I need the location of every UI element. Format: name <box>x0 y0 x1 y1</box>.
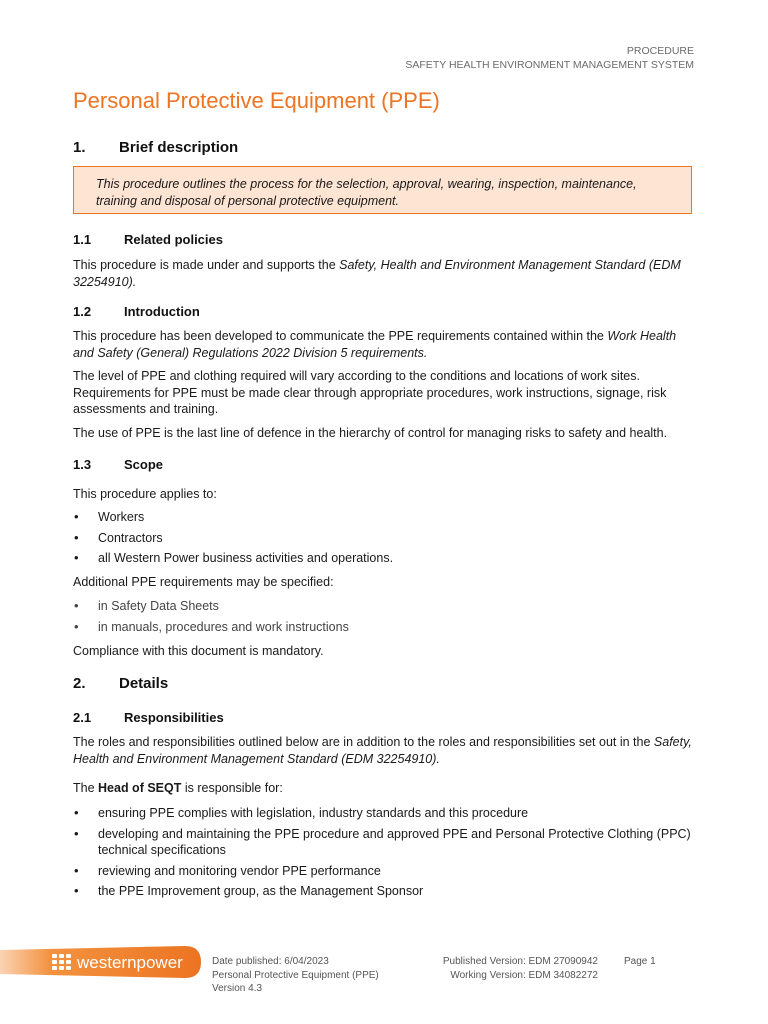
text: is responsible for: <box>181 781 283 795</box>
section-label: Brief description <box>119 139 239 156</box>
brand-name: westernpower <box>77 953 183 972</box>
document-name: Personal Protective Equipment (PPE) <box>212 969 379 981</box>
standard-reference: Safety, Health and Environment Management Standard (EDM 32254910). <box>73 735 692 766</box>
list-item: • all Western Power business activities and operations. <box>73 550 698 567</box>
role-name: Head of SEQT <box>98 781 182 795</box>
list-item: • developing and maintaining the PPE procedure and approved PPE and Personal Protective Clothing (PPC) technical specifications <box>73 826 698 859</box>
list-item: • Workers <box>73 509 698 526</box>
list-item: • in manuals, procedures and work instructions <box>73 619 698 636</box>
working-version: Working Version: EDM 34082272 <box>450 969 598 981</box>
section-label: Related policies <box>124 232 223 247</box>
intro-paragraph-2: The level of PPE and clothing required will vary according to the conditions and locations of work sites. Requirements for PPE must be made clear through appropriate procedures, work instructions, signage, risk assessments and training. <box>73 369 667 416</box>
list-item: • the PPE Improvement group, as the Management Sponsor <box>73 883 698 900</box>
intro-paragraph-1 <box>73 328 698 361</box>
section-2-1-heading <box>73 710 224 725</box>
section-1-1-heading <box>73 232 223 247</box>
section-number: 1.3 <box>73 457 92 472</box>
head-of-seqt-text <box>73 780 698 797</box>
page-title: Personal Protective Equipment (PPE) <box>73 88 440 113</box>
doc-type: PROCEDURE <box>626 45 694 57</box>
description-callout: This procedure outlines the process for the selection, approval, wearing, inspection, maintenance, training and disposal of personal protective equipment. <box>73 166 692 214</box>
section-label: Responsibilities <box>124 710 224 725</box>
additional-ppe-list <box>73 598 698 639</box>
section-number: 2. <box>73 675 86 692</box>
additional-ppe-text: Additional PPE requirements may be specified: <box>73 575 334 589</box>
document-header <box>405 44 694 72</box>
regulation-reference: Work Health and Safety (General) Regulations 2022 Division 5 requirements. <box>73 329 677 360</box>
published-version: Published Version: EDM 27090942 <box>442 956 598 967</box>
text: This procedure has been developed to communicate the PPE requirements contained within the <box>73 329 608 343</box>
text: The roles and responsibilities outlined below are in addition to the roles and responsibilities set out in the <box>73 735 654 749</box>
responsibilities-intro <box>73 734 698 767</box>
section-number: 1. <box>73 139 86 156</box>
scope-intro: This procedure applies to: <box>73 487 217 501</box>
section-1-2-heading <box>73 304 200 319</box>
list-item: • reviewing and monitoring vendor PPE performance <box>73 863 698 880</box>
date-published: Date published: 6/04/2023 <box>212 956 329 967</box>
section-label: Scope <box>124 457 164 472</box>
text: This procedure is made under and supports the <box>73 258 340 272</box>
system-name: SAFETY HEALTH ENVIRONMENT MANAGEMENT SYSTEM <box>405 59 694 71</box>
page-number: Page 1 <box>624 956 656 967</box>
list-item: • in Safety Data Sheets <box>73 598 698 615</box>
section-label: Details <box>119 675 169 692</box>
section-number: 2.1 <box>73 710 92 725</box>
related-policies-text <box>73 257 698 290</box>
text: The <box>73 781 99 795</box>
section-1-3-heading <box>73 457 163 472</box>
version: Version 4.3 <box>212 983 263 994</box>
footer-document-info <box>212 955 379 996</box>
section-label: Introduction <box>124 304 200 319</box>
section-2-heading <box>73 675 168 692</box>
section-number: 1.1 <box>73 232 92 247</box>
scope-list <box>73 509 698 571</box>
western-power-logo <box>0 944 201 980</box>
intro-paragraph-3: The use of PPE is the last line of defence in the hierarchy of control for managing risks to safety and health. <box>73 426 668 440</box>
list-item: • ensuring PPE complies with legislation, industry standards and this procedure <box>73 805 698 822</box>
responsibilities-list <box>73 805 698 904</box>
standard-reference: Safety, Health and Environment Management Standard (EDM 32254910). <box>73 258 681 289</box>
logo-mark-icon <box>52 954 71 970</box>
list-item: • Contractors <box>73 530 698 547</box>
section-1-heading <box>73 139 238 156</box>
compliance-text: Compliance with this document is mandatory. <box>73 644 324 658</box>
footer-edm-info <box>443 955 598 982</box>
section-number: 1.2 <box>73 304 92 319</box>
